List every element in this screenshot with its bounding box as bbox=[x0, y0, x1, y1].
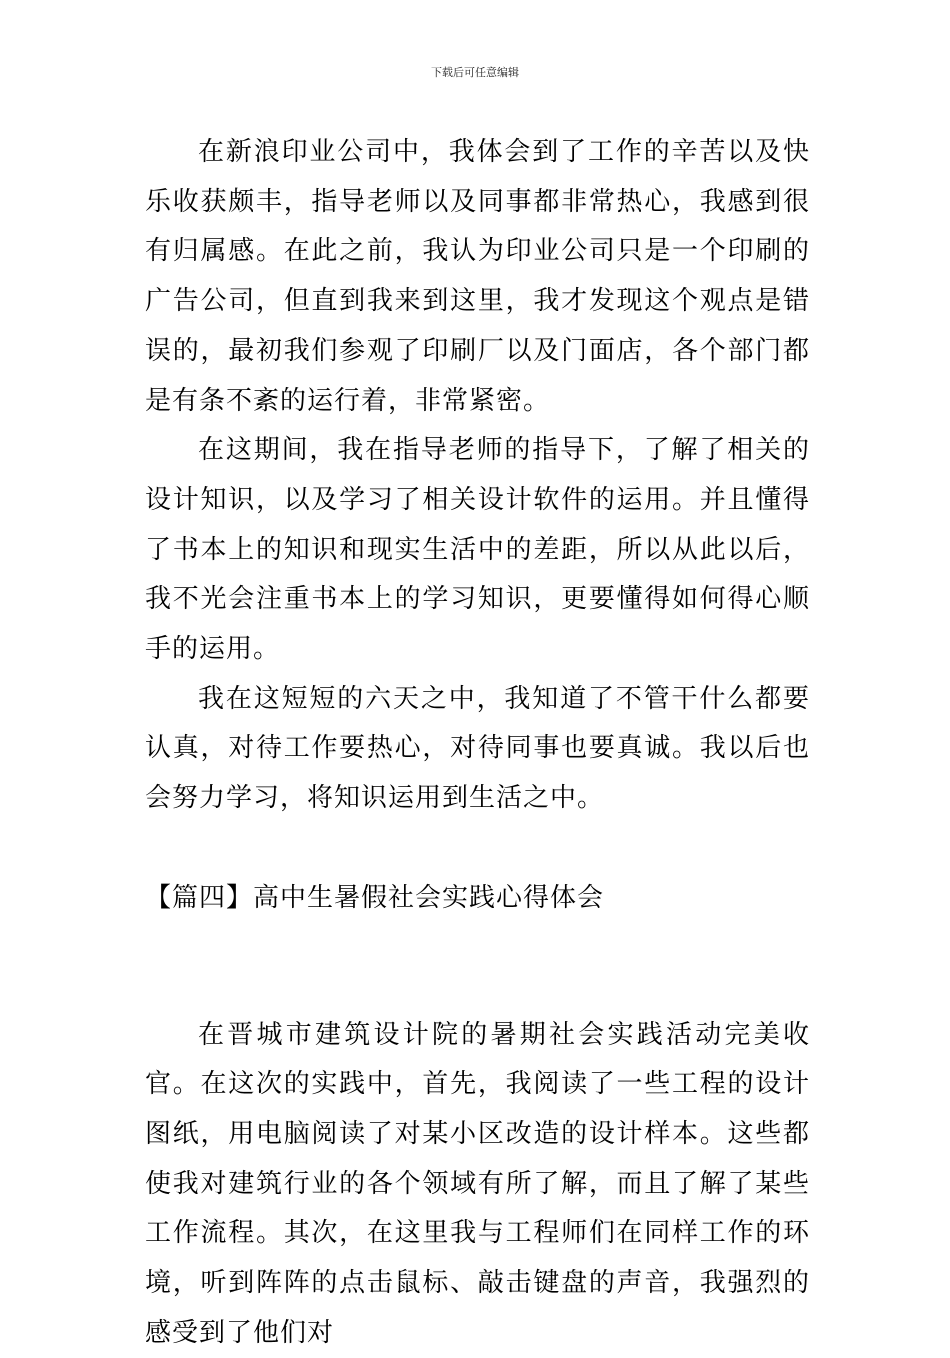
paragraph: 在这期间，我在指导老师的指导下，了解了相关的设计知识，以及学习了相关设计软件的运用。并且懂得了书本上的知识和现实生活中的差距，所以从此以后，我不光会注重书本上的学习知识，更要懂得如何得心顺手的运用。 bbox=[145, 435, 810, 665]
paragraph: 在新浪印业公司中，我体会到了工作的辛苦以及快乐收获颇丰，指导老师以及同事都非常热心，我感到很有归属感。在此之前，我认为印业公司只是一个印刷的广告公司，但直到我来到这里，我才发现这个观点是错误的，最初我们参观了印刷厂以及门面店，各个部门都是有条不紊的运行着，非常紧密。 bbox=[145, 137, 810, 416]
spacer bbox=[145, 824, 810, 874]
document-body bbox=[145, 128, 810, 1358]
paragraph: 在晋城市建筑设计院的暑期社会实践活动完美收官。在这次的实践中，首先，我阅读了一些工程的设计图纸，用电脑阅读了对某小区改造的设计样本。这些都使我对建筑行业的各个领域有所了解，而且了解了某些工作流程。其次，在这里我与工程师们在同样工作的环境，听到阵阵的点击鼠标、敲击键盘的声音，我强烈的感受到了他们对 bbox=[145, 1019, 810, 1348]
spacer bbox=[145, 924, 810, 962]
spacer bbox=[145, 962, 810, 1011]
page-header: 下载后可任意编辑 bbox=[431, 66, 519, 79]
paragraph: 我在这短短的六天之中，我知道了不管干什么都要认真，对待工作要热心，对待同事也要真诚。我以后也会努力学习，将知识运用到生活之中。 bbox=[145, 683, 810, 814]
section-heading: 【篇四】高中生暑假社会实践心得体会 bbox=[145, 882, 605, 913]
